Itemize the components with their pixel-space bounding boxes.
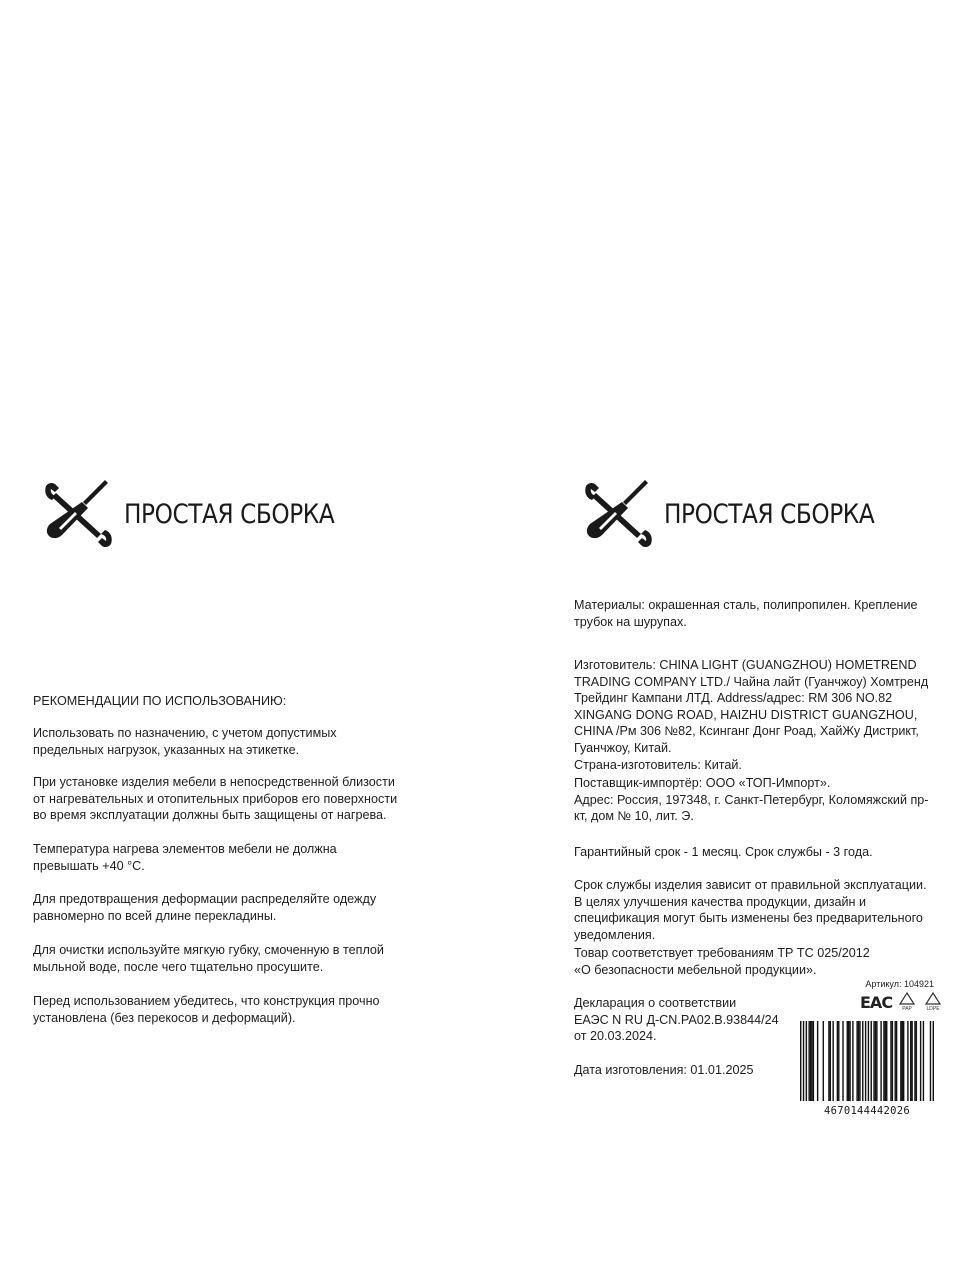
barcode-bar	[880, 1021, 881, 1101]
barcode-bar	[903, 1021, 904, 1101]
barcode-bar	[852, 1021, 853, 1101]
declaration-number: ЕАЭС N RU Д-CN.PA02.B.93844/24	[574, 1012, 779, 1027]
barcode-bar	[848, 1021, 849, 1101]
barcode-bar	[832, 1021, 833, 1101]
barcode-bar	[873, 1021, 874, 1101]
recommendation-paragraph: Для очистки используйте мягкую губку, смоченную в теплой мыльной воде, после чего тщательно просушите.	[33, 943, 384, 974]
barcode-bar	[803, 1021, 804, 1101]
ean-number: 4670144442026	[823, 1105, 911, 1117]
badge-title: ПРОСТАЯ СБОРКА	[124, 498, 335, 530]
barcode-bar	[828, 1021, 829, 1101]
barcode-bar	[875, 1021, 876, 1101]
recommendation-paragraph: Для предотвращения деформации распределяйте одежду равномерно по всей длине перекладины.	[33, 892, 377, 923]
barcode-bar	[811, 1021, 812, 1101]
barcode-bar	[858, 1021, 859, 1101]
recommendation-block	[33, 942, 399, 975]
barcode-bar	[910, 1021, 911, 1101]
simple-assembly-badge-right	[582, 478, 909, 550]
usage-recommendations	[33, 725, 399, 758]
barcode-bar	[914, 1021, 915, 1101]
recommendation-paragraph: Использовать по назначению, с учетом допустимых предельных нагрузок, указанных на этикетке.	[33, 726, 337, 757]
manufacture-date: Дата изготовления: 01.01.2025	[574, 1063, 754, 1077]
barcode-bar	[896, 1021, 897, 1101]
barcode-bar	[911, 1021, 912, 1101]
recycle-ldpe-label: LDPE	[926, 1006, 940, 1012]
certification-marks	[860, 992, 944, 1012]
warranty: Гарантийный срок - 1 месяц. Срок службы - 3 года.	[574, 845, 873, 859]
materials: Материалы: окрашенная сталь, полипропилен. Крепление трубок на шурупах.	[574, 598, 918, 629]
recommendation-block	[33, 891, 399, 924]
article-number: Артикул: 104921	[865, 979, 934, 989]
barcode-bar	[876, 1021, 877, 1101]
barcode-bar	[871, 1021, 872, 1101]
barcode-bar	[838, 1021, 839, 1101]
barcode-bar	[842, 1021, 843, 1101]
barcode-bar	[800, 1021, 801, 1101]
barcode-bar	[892, 1021, 893, 1101]
barcode-bar	[823, 1021, 824, 1101]
barcode-bar	[902, 1021, 903, 1101]
barcode-bar	[806, 1021, 807, 1101]
barcode-bar	[916, 1021, 917, 1101]
ean-barcode	[800, 1021, 934, 1101]
recommendation-paragraph: Температура нагрева элементов мебели не должна превышать +40 °C.	[33, 842, 337, 873]
recycle-ldpe-icon	[922, 992, 944, 1012]
recycle-pap-icon	[896, 992, 918, 1012]
barcode-bar	[813, 1021, 814, 1101]
barcode-bar	[890, 1021, 891, 1101]
barcode-bar	[859, 1021, 860, 1101]
barcode-bar	[865, 1021, 866, 1101]
importer-info	[574, 775, 930, 825]
barcode-bar	[886, 1021, 887, 1101]
recommendation-paragraph: Перед использованием убедитесь, что конструкция прочно установлена (без перекосов и деформаций).	[33, 994, 380, 1025]
compliance: Товар соответствует требованиям ТР ТС 025/2012 «О безопасности мебельной продукции».	[574, 946, 870, 977]
country-of-origin: Страна-изготовитель: Китай.	[574, 757, 742, 772]
manufacturer: Изготовитель: CHINA LIGHT (GUANGZHOU) HOMETREND TRADING COMPANY LTD./ Чайна лайт (Гуанчжоу) Хомтренд Трейдинг Кампани ЛТД. Address/адрес: RM 306 NO.82 XINGANG DONG ROAD, HAIZHU DISTRICT GUANGZHOU, CHINA /Рм 306 №82, Ксинганг Донг Роад, ХайЖу Дистрикт, Гуанчжоу, Китай.	[574, 658, 929, 755]
barcode-bar	[830, 1021, 831, 1101]
barcode-bar	[900, 1021, 901, 1101]
barcode-bar	[933, 1021, 934, 1101]
recycle-pap-label: PAP	[902, 1006, 912, 1012]
barcode-bar	[895, 1021, 896, 1101]
barcode-bar	[930, 1021, 931, 1101]
recommendation-block	[33, 774, 399, 824]
barcode-bar	[849, 1021, 850, 1101]
importer: Поставщик-импортёр: ООО «ТОП-Импорт».	[574, 776, 831, 790]
compliance-text	[574, 945, 874, 978]
barcode-bar	[862, 1021, 863, 1101]
wrench-screwdriver-icon	[582, 478, 656, 550]
eac-mark-icon: EAC	[860, 993, 893, 1012]
barcode-bar	[847, 1021, 848, 1101]
materials-text	[574, 597, 930, 630]
barcode-bar	[907, 1021, 908, 1101]
importer-address: Адрес: Россия, 197348, г. Санкт-Петербург, Коломяжский пр-кт, дом № 10, лит. Э.	[574, 792, 929, 824]
manufacturer-info	[574, 657, 930, 773]
barcode-bar	[810, 1021, 811, 1101]
barcode-bar	[817, 1021, 818, 1101]
usage-recommendations-heading: РЕКОМЕНДАЦИИ ПО ИСПОЛЬЗОВАНИЮ:	[33, 694, 287, 708]
recommendation-block	[33, 993, 399, 1026]
declaration-date: от 20.03.2024.	[574, 1029, 657, 1044]
barcode-bar	[868, 1021, 869, 1101]
barcode-bar	[920, 1021, 921, 1101]
barcode-bar	[856, 1021, 857, 1101]
simple-assembly-badge-left	[42, 478, 369, 550]
recommendation-paragraph: При установке изделия мебели в непосредственной близости от нагревательных и отопительных приборов его поверхности во время эксплуатации должны быть защищены от нагрева.	[33, 775, 398, 823]
barcode-bar	[923, 1021, 924, 1101]
barcode-bar	[808, 1021, 809, 1101]
product-label	[800, 979, 940, 1129]
barcode-bar	[837, 1021, 838, 1101]
barcode-bar	[885, 1021, 886, 1101]
wrench-screwdriver-icon	[42, 478, 116, 550]
recommendation-block	[33, 841, 399, 874]
barcode-bar	[883, 1021, 884, 1101]
badge-title: ПРОСТАЯ СБОРКА	[664, 498, 875, 530]
service-note-text	[574, 877, 930, 943]
service-note: Срок службы изделия зависит от правильной эксплуатации. В целях улучшения качества продукции, дизайн и спецификация могут быть изменены без предварительного уведомления.	[574, 878, 927, 942]
warranty-text	[574, 844, 930, 861]
declaration-line: Декларация о соответствии	[574, 996, 737, 1010]
